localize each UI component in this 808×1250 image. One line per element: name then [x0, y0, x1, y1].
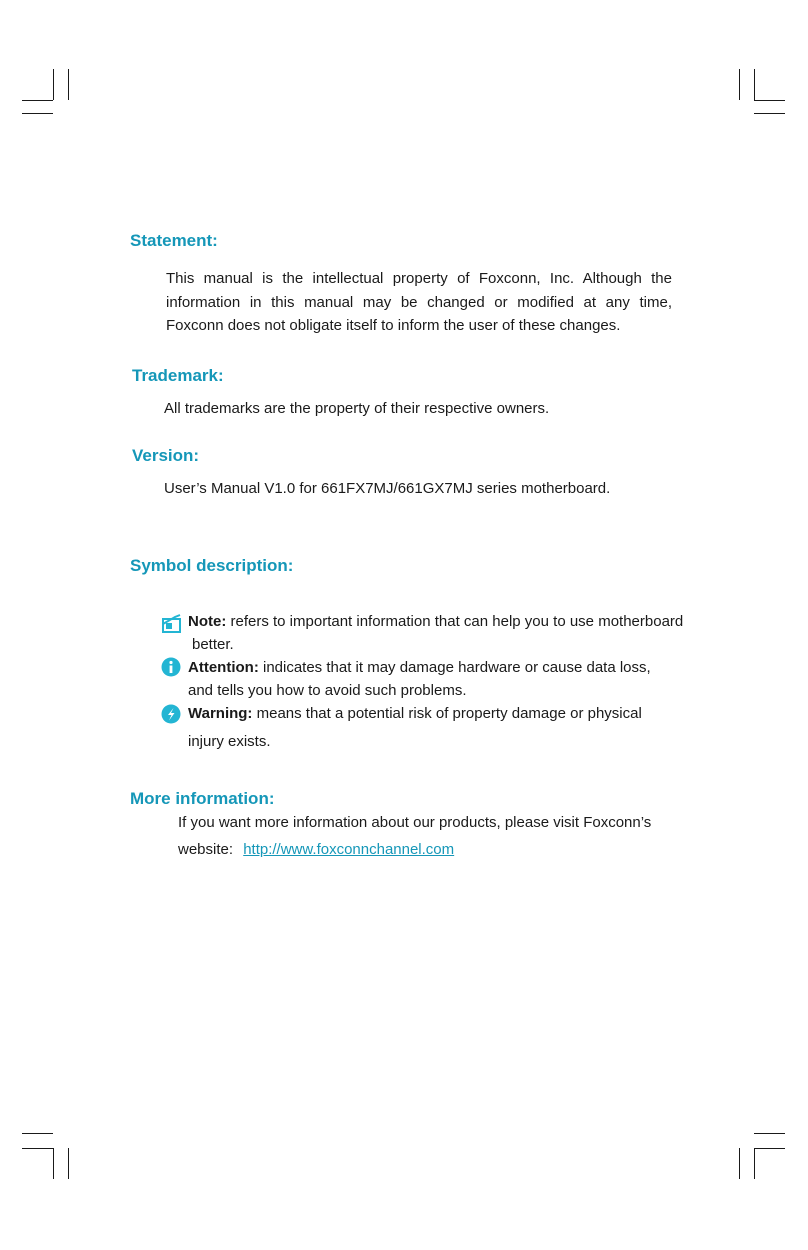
- version-text: User’s Manual V1.0 for 661FX7MJ/661GX7MJ series motherboard.: [164, 480, 611, 497]
- attention-text: indicates that it may damage hardware or cause data loss,: [258, 659, 651, 676]
- attention-line-2: and tells you how to avoid such problems.: [188, 682, 467, 699]
- website-link[interactable]: http://www.foxconnchannel.com: [243, 841, 455, 858]
- trademark-text: All trademarks are the property of their respective owners.: [164, 400, 550, 417]
- statement-line: Foxconn does not obligate itself to inform the user of these changes.: [166, 317, 621, 334]
- warning-line: [188, 705, 642, 722]
- version-heading: Version:: [132, 446, 200, 465]
- attention-label: Attention:: [188, 659, 259, 676]
- info-icon: [161, 657, 181, 682]
- note-label: Note:: [188, 613, 227, 630]
- attention-line: [188, 659, 651, 676]
- more-information-heading: More information:: [130, 789, 275, 808]
- statement-line: This manual is the intellectual property of Foxconn, Inc. Although the: [166, 270, 672, 287]
- note-line-2: better.: [192, 636, 234, 653]
- warning-label: Warning:: [188, 705, 253, 722]
- warning-text: means that a potential risk of property damage or physical: [252, 705, 642, 722]
- note-icon: [161, 614, 183, 639]
- warning-line-2: injury exists.: [188, 733, 271, 750]
- trademark-heading: Trademark:: [132, 366, 224, 385]
- statement-line: information in this manual may be changed or modified at any time,: [166, 293, 672, 311]
- note-line: [188, 613, 683, 630]
- more-information-text: If you want more information about our products, please visit Foxconn’s: [178, 814, 652, 831]
- symbol-description-heading: Symbol description:: [130, 556, 294, 575]
- warning-icon: [161, 704, 181, 729]
- statement-body: [166, 267, 672, 338]
- statement-heading: Statement:: [130, 231, 218, 250]
- note-text: refers to important information that can help you to use motherboard: [226, 613, 684, 630]
- website-line: [178, 841, 454, 858]
- website-label: website:: [178, 841, 234, 858]
